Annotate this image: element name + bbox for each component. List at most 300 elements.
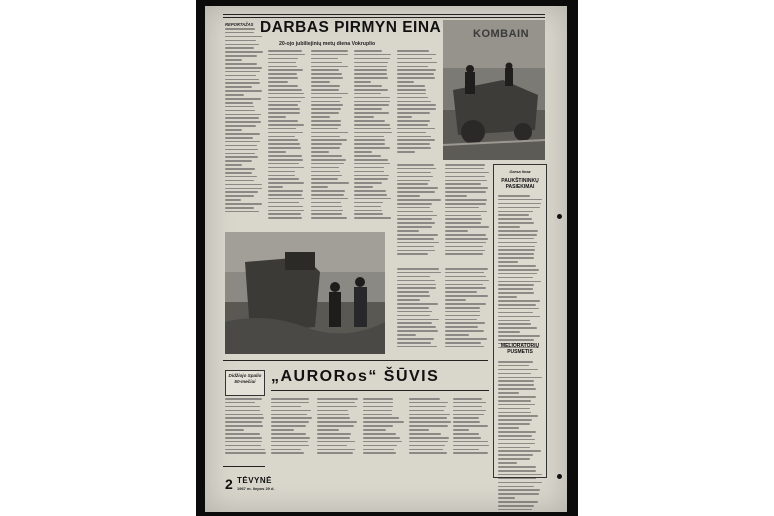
text-line	[453, 406, 482, 408]
text-line	[225, 28, 255, 30]
top-rule	[223, 14, 545, 15]
text-line	[498, 431, 536, 433]
text-line	[445, 334, 469, 336]
text-line	[445, 319, 477, 321]
text-line	[225, 437, 262, 439]
text-line	[268, 112, 300, 114]
text-line	[397, 172, 431, 174]
text-line	[225, 406, 260, 408]
text-line	[271, 410, 311, 412]
text-line	[268, 198, 304, 200]
text-line	[354, 210, 382, 212]
bottom-col-5	[409, 398, 451, 456]
text-line	[354, 97, 390, 99]
text-line	[271, 406, 301, 408]
text-line	[397, 215, 437, 217]
text-line	[311, 206, 342, 208]
text-line	[498, 497, 515, 499]
text-line	[271, 441, 308, 443]
text-line	[225, 32, 254, 34]
text-line	[363, 433, 396, 435]
text-line	[498, 339, 534, 341]
text-line	[225, 36, 262, 38]
text-line	[453, 433, 479, 435]
text-line	[498, 439, 535, 441]
text-line	[268, 73, 297, 75]
text-line	[498, 419, 532, 421]
text-line	[311, 132, 348, 134]
text-line	[397, 124, 428, 126]
text-line	[445, 211, 487, 213]
text-line	[397, 299, 420, 301]
text-line	[445, 176, 485, 178]
text-line	[225, 191, 258, 193]
text-line	[225, 121, 261, 123]
text-line	[397, 295, 430, 297]
text-line	[354, 73, 387, 75]
text-line	[311, 54, 348, 56]
text-line	[311, 93, 348, 95]
text-line	[409, 445, 445, 447]
text-line	[397, 85, 425, 87]
text-line	[268, 101, 301, 103]
text-line	[445, 291, 477, 293]
text-line	[268, 159, 303, 161]
text-line	[268, 151, 286, 153]
text-line	[397, 128, 435, 130]
subheadline-top: 20-ojo jubiliejinių metų diena Vokruplio	[279, 41, 376, 47]
text-line	[311, 66, 348, 68]
text-line	[498, 505, 534, 507]
text-line	[268, 93, 304, 95]
side-box-title: PAUKŠTININKŲ PASIEKIMAI	[501, 178, 539, 190]
text-line	[397, 272, 441, 274]
text-line	[445, 199, 487, 201]
text-line	[498, 404, 535, 406]
text-line	[363, 437, 400, 439]
text-line	[445, 164, 485, 166]
text-line	[445, 338, 487, 340]
text-line	[397, 346, 437, 348]
text-line	[498, 427, 519, 429]
text-line	[445, 287, 486, 289]
text-line	[445, 215, 481, 217]
harvester-illustration	[443, 20, 545, 160]
text-line	[498, 482, 542, 484]
text-line	[397, 311, 432, 313]
text-line	[498, 466, 536, 468]
text-line	[363, 398, 393, 400]
text-line	[498, 199, 542, 201]
text-line	[397, 168, 436, 170]
text-line	[445, 299, 466, 301]
text-line	[498, 273, 537, 275]
text-line	[445, 218, 482, 220]
text-line	[397, 276, 430, 278]
text-line	[498, 400, 531, 402]
text-line	[445, 168, 484, 170]
text-line	[317, 414, 349, 416]
side-box-kicker: Garsa linaz	[509, 169, 531, 174]
text-line	[498, 308, 539, 310]
text-line	[268, 155, 302, 157]
text-line	[268, 202, 299, 204]
text-line	[397, 136, 431, 138]
text-line	[311, 101, 340, 103]
text-line	[354, 54, 391, 56]
text-line	[409, 437, 449, 439]
text-line	[225, 203, 262, 205]
text-line	[498, 462, 517, 464]
text-line	[453, 410, 486, 412]
text-line	[453, 452, 488, 454]
text-line	[397, 315, 430, 317]
side-box-text	[498, 195, 542, 348]
bottom-col-1	[225, 398, 267, 456]
text-line	[225, 125, 256, 127]
text-line	[268, 81, 288, 83]
text-line	[354, 171, 384, 173]
text-line	[445, 172, 489, 174]
text-line	[225, 188, 262, 190]
text-line	[445, 195, 467, 197]
text-line	[268, 206, 303, 208]
text-line	[397, 218, 432, 220]
text-line	[498, 450, 541, 452]
article-top-col-4	[354, 50, 392, 221]
text-line	[498, 269, 539, 271]
text-line	[498, 408, 530, 410]
text-line	[268, 132, 303, 134]
text-line	[498, 288, 533, 290]
text-line	[225, 172, 252, 174]
text-line	[268, 85, 298, 87]
text-line	[397, 222, 435, 224]
text-line	[397, 164, 434, 166]
text-line	[311, 139, 347, 141]
text-line	[498, 242, 537, 244]
text-line	[445, 346, 484, 348]
harvest-workers-photo	[225, 232, 385, 354]
text-line	[311, 69, 339, 71]
text-line	[397, 132, 426, 134]
text-line	[498, 369, 538, 371]
text-line	[268, 136, 295, 138]
text-line	[271, 449, 301, 451]
text-line	[225, 398, 262, 400]
text-line	[397, 287, 436, 289]
feature-box	[225, 370, 265, 396]
text-line	[311, 190, 345, 192]
text-line	[453, 441, 488, 443]
text-line	[311, 186, 328, 188]
text-line	[498, 388, 536, 390]
text-line	[397, 246, 434, 248]
text-line	[409, 452, 447, 454]
text-line	[271, 421, 309, 423]
text-line	[311, 194, 344, 196]
text-line	[397, 183, 428, 185]
text-line	[354, 206, 381, 208]
text-line	[453, 421, 480, 423]
article-mid-col-6	[445, 164, 489, 257]
text-line	[397, 303, 438, 305]
text-line	[225, 402, 255, 404]
text-line	[311, 159, 346, 161]
text-line	[225, 164, 242, 166]
text-line	[397, 108, 436, 110]
text-line	[311, 155, 342, 157]
text-line	[268, 66, 297, 68]
masthead-name: TĖVYNĖ	[237, 476, 273, 485]
text-line	[498, 261, 518, 263]
text-line	[498, 384, 534, 386]
text-line	[397, 116, 412, 118]
text-line	[409, 402, 448, 404]
text-line	[363, 449, 394, 451]
text-line	[397, 143, 430, 145]
text-line	[397, 180, 430, 182]
text-line	[354, 120, 385, 122]
text-line	[397, 242, 439, 244]
text-line	[317, 398, 358, 400]
text-line	[354, 175, 389, 177]
combine-harvester-photo	[443, 20, 545, 160]
text-line	[311, 202, 341, 204]
text-line	[354, 143, 385, 145]
text-line	[397, 230, 419, 232]
text-line	[397, 250, 435, 252]
text-line	[498, 253, 534, 255]
text-line	[453, 414, 484, 416]
text-line	[354, 93, 381, 95]
text-line	[354, 124, 390, 126]
text-line	[498, 265, 536, 267]
text-line	[268, 194, 302, 196]
text-line	[397, 176, 433, 178]
text-line	[498, 377, 542, 379]
text-line	[453, 398, 482, 400]
text-line	[225, 211, 259, 213]
text-line	[409, 449, 443, 451]
text-line	[397, 97, 428, 99]
top-rule-second	[223, 17, 545, 18]
text-line	[498, 478, 536, 480]
text-line	[311, 217, 347, 219]
text-line	[498, 380, 534, 382]
text-line	[409, 414, 450, 416]
text-line	[225, 40, 256, 42]
text-line	[225, 44, 259, 46]
text-line	[225, 94, 244, 96]
text-line	[354, 62, 388, 64]
text-line	[225, 156, 258, 158]
text-line	[445, 311, 480, 313]
text-line	[268, 186, 283, 188]
text-line	[311, 151, 329, 153]
side-box-second-text	[498, 361, 542, 512]
text-line	[354, 50, 382, 52]
text-line	[397, 291, 429, 293]
text-line	[445, 246, 483, 248]
text-line	[363, 417, 399, 419]
text-line	[498, 246, 535, 248]
text-line	[225, 176, 257, 178]
text-line	[498, 226, 520, 228]
text-line	[225, 425, 263, 427]
text-line	[397, 66, 428, 68]
text-line	[445, 222, 481, 224]
text-line	[268, 124, 304, 126]
bottom-col-4	[363, 398, 405, 456]
text-line	[445, 203, 486, 205]
text-line	[311, 210, 343, 212]
text-line	[445, 303, 486, 305]
text-line	[498, 412, 531, 414]
text-line	[498, 323, 531, 325]
text-line	[311, 143, 342, 145]
text-line	[397, 334, 416, 336]
text-line	[498, 203, 541, 205]
text-line	[311, 89, 339, 91]
punch-hole-lower	[557, 474, 562, 479]
bottom-col-6	[453, 398, 489, 456]
text-line	[363, 429, 386, 431]
text-line	[225, 110, 255, 112]
text-line	[445, 191, 486, 193]
text-line	[397, 326, 436, 328]
text-line	[498, 509, 532, 511]
text-line	[225, 153, 255, 155]
text-line	[498, 474, 542, 476]
text-line	[354, 128, 391, 130]
text-line	[317, 425, 354, 427]
text-line	[268, 190, 303, 192]
text-line	[225, 449, 265, 451]
text-line	[453, 425, 488, 427]
text-line	[363, 406, 393, 408]
text-line	[445, 230, 468, 232]
text-line	[311, 147, 340, 149]
text-line	[397, 280, 435, 282]
text-line	[354, 108, 382, 110]
text-line	[445, 187, 488, 189]
article-top-col-5	[397, 50, 437, 155]
text-line	[225, 55, 257, 57]
article-top-col-3	[311, 50, 349, 221]
text-line	[271, 402, 309, 404]
text-line	[354, 136, 384, 138]
text-line	[397, 253, 428, 255]
text-line	[498, 423, 530, 425]
text-line	[397, 69, 436, 71]
text-line	[445, 180, 487, 182]
text-line	[354, 139, 385, 141]
text-line	[498, 443, 535, 445]
text-line	[268, 58, 298, 60]
text-line	[271, 437, 310, 439]
text-line	[498, 392, 519, 394]
text-line	[498, 435, 532, 437]
text-line	[498, 300, 540, 302]
text-line	[225, 441, 262, 443]
text-line	[354, 190, 386, 192]
text-line	[311, 124, 341, 126]
text-line	[317, 445, 347, 447]
text-line	[354, 159, 388, 161]
text-line	[311, 112, 339, 114]
text-line	[268, 171, 295, 173]
text-line	[397, 77, 435, 79]
text-line	[397, 58, 432, 60]
text-line	[445, 330, 484, 332]
text-line	[445, 268, 488, 270]
text-line	[397, 226, 432, 228]
text-line	[498, 454, 533, 456]
text-line	[225, 195, 254, 197]
feature-box-title: Didžiojo Spalio 50-mečiui	[228, 373, 262, 384]
text-line	[498, 238, 534, 240]
text-line	[397, 330, 438, 332]
photo-banner-text: KOMBAIN	[473, 28, 530, 40]
text-line	[311, 163, 344, 165]
text-line	[311, 128, 338, 130]
text-line	[409, 429, 429, 431]
text-line	[225, 417, 264, 419]
text-line	[363, 402, 393, 404]
text-line	[498, 292, 534, 294]
text-line	[225, 207, 254, 209]
text-line	[268, 62, 296, 64]
text-line	[354, 147, 390, 149]
text-line	[354, 112, 389, 114]
text-line	[397, 319, 439, 321]
article-lower-col-2	[445, 268, 489, 350]
text-line	[354, 89, 388, 91]
text-line	[498, 396, 536, 398]
text-line	[498, 458, 530, 460]
text-line	[317, 421, 357, 423]
text-line	[354, 151, 372, 153]
text-line	[354, 167, 384, 169]
text-line	[453, 449, 479, 451]
text-line	[498, 373, 531, 375]
text-line	[311, 104, 343, 106]
text-line	[498, 486, 534, 488]
text-line	[311, 120, 341, 122]
text-line	[397, 93, 426, 95]
text-line	[225, 433, 260, 435]
text-line	[225, 51, 263, 53]
text-line	[225, 145, 257, 147]
text-line	[445, 307, 480, 309]
text-line	[225, 106, 254, 108]
text-line	[397, 73, 434, 75]
text-line	[311, 136, 340, 138]
page-number: 2	[225, 476, 234, 492]
section-rule	[223, 360, 488, 361]
text-line	[311, 116, 330, 118]
text-line	[225, 133, 260, 135]
text-line	[354, 58, 390, 60]
rubric-label: REPORTAŽAS	[225, 22, 254, 27]
text-line	[317, 437, 350, 439]
article-mid-col-5	[397, 164, 441, 257]
text-line	[311, 73, 342, 75]
text-line	[225, 63, 257, 65]
text-line	[268, 104, 298, 106]
text-line	[498, 331, 520, 333]
